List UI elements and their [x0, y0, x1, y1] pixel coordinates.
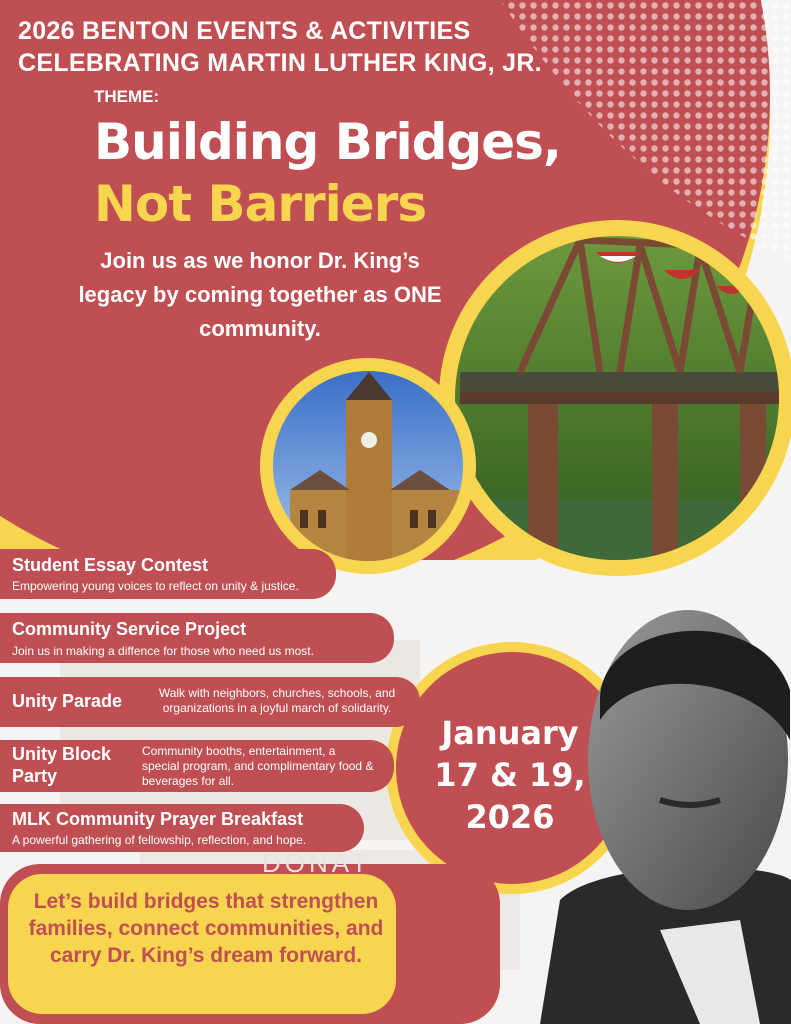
- invite-text: Join us as we honor Dr. King’s legacy by coming together as ONE community.: [78, 248, 442, 341]
- event-description: Walk with neighbors, churches, schools, and organizations in a joyful march of solidarity.: [158, 686, 396, 715]
- theme-title-line-1: Building Bridges,: [94, 113, 561, 171]
- closing-message: Let’s build bridges that strengthen families, connect communities, and carry Dr. King’s dream forward.: [28, 890, 384, 967]
- event-title: Community Service Project: [12, 619, 247, 639]
- theme-title-line-2: Not Barriers: [94, 175, 427, 233]
- event-title: MLK Community Prayer Breakfast: [12, 809, 304, 829]
- header-line-1: 2026 BENTON EVENTS & ACTIVITIES: [18, 17, 471, 45]
- courthouse-photo: [260, 358, 476, 574]
- donate-watermark: DONAT: [262, 848, 372, 878]
- event-description: Join us in making a diffence for those who need us most.: [12, 644, 314, 658]
- date-line-3: 2026: [465, 798, 555, 836]
- event-unity-parade: [0, 677, 420, 727]
- event-title: Unity Block Party: [12, 744, 112, 786]
- event-block-party: [0, 740, 394, 792]
- event-date: [410, 712, 610, 838]
- event-community-service: [0, 613, 394, 663]
- date-line-2: 17 & 19,: [434, 756, 586, 794]
- header-line-2: CELEBRATING MARTIN LUTHER KING, JR.: [18, 49, 542, 77]
- event-title: Unity Parade: [12, 691, 123, 711]
- event-prayer-breakfast: [0, 804, 364, 852]
- theme-label: THEME:: [94, 87, 160, 106]
- event-description: A powerful gathering of fellowship, reflection, and hope.: [12, 833, 307, 847]
- event-description: Community booths, entertainment, a special program, and complimentary food & beverages for all.: [142, 744, 374, 788]
- date-line-1: January: [441, 714, 579, 752]
- bridge-photo: [440, 220, 791, 576]
- event-essay-contest: [0, 549, 336, 599]
- event-title: Student Essay Contest: [12, 555, 209, 575]
- event-description: Empowering young voices to reflect on unity & justice.: [12, 579, 299, 593]
